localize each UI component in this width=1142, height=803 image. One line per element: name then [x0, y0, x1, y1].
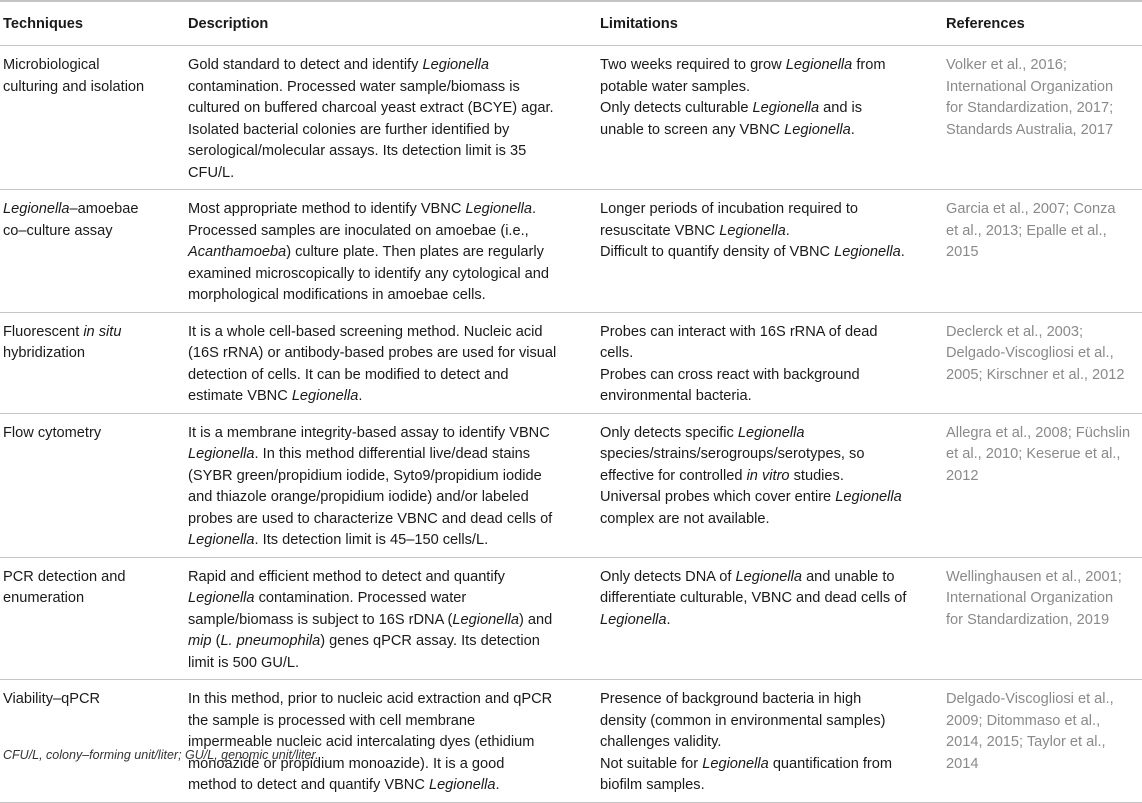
- limitations-cell: [600, 312, 946, 413]
- text-run: Only detects culturable: [600, 100, 753, 116]
- cell-line: [946, 689, 1142, 711]
- text-run: It is a membrane integrity-based assay to identify VBNC: [188, 424, 550, 441]
- cell-line: [188, 163, 600, 185]
- text-run: Wellinghausen et al., 2001;: [946, 568, 1122, 585]
- cell-line: [3, 322, 188, 344]
- text-run: contamination. Processed water: [254, 590, 467, 606]
- cell-line: [188, 775, 600, 797]
- italic-text: Legionella: [834, 244, 901, 260]
- text-run: and thiazole orange/propidium iodide) and/or labeled: [188, 489, 529, 505]
- cell-line: [946, 466, 1142, 488]
- text-run: Rapid and efficient method to detect and quantify: [188, 568, 505, 585]
- text-run: species/strains/serogroups/serotypes, so: [600, 446, 865, 462]
- text-run: 2009; Ditommaso et al.,: [946, 712, 1101, 729]
- cell-line: [188, 264, 600, 286]
- table-row: [0, 680, 1142, 803]
- cell-line: [600, 610, 946, 632]
- cell-line: [600, 689, 946, 711]
- cell-line: [600, 423, 946, 445]
- text-run: 2015: [946, 244, 979, 260]
- italic-text: Legionella: [735, 568, 803, 585]
- cell-line: [600, 466, 946, 488]
- table-row: [0, 557, 1142, 680]
- text-run: unable to screen any VBNC: [600, 121, 785, 138]
- description-cell: [188, 680, 600, 803]
- cell-line: [946, 567, 1142, 589]
- cell-line: [600, 98, 946, 120]
- cell-line: [946, 242, 1142, 264]
- cell-line: [188, 653, 600, 675]
- text-run: Probes can interact with 16S rRNA of dead: [600, 323, 878, 340]
- italic-text: Legionella: [785, 57, 853, 73]
- italic-text: Legionella: [428, 777, 496, 793]
- cell-line: [946, 77, 1142, 99]
- italic-text: Legionella: [452, 611, 519, 628]
- text-run: 2014, 2015; Taylor et al.,: [946, 734, 1106, 750]
- cell-line: [188, 242, 600, 264]
- text-run: Only detects DNA of: [600, 568, 736, 585]
- description-cell: [188, 413, 600, 557]
- cell-line: [600, 120, 946, 142]
- cell-line: [600, 444, 946, 466]
- text-run: differentiate culturable, VBNC and dead cells of: [600, 590, 907, 606]
- references-cell: [946, 557, 1142, 680]
- cell-line: [600, 199, 946, 221]
- cell-line: [946, 199, 1142, 221]
- text-run: Isolated bacterial colonies are further identified by: [188, 121, 510, 138]
- cell-line: [946, 343, 1142, 365]
- cell-line: [188, 199, 600, 221]
- table-row: [0, 413, 1142, 557]
- text-run: Not suitable for: [600, 755, 703, 772]
- text-run: Longer periods of incubation required to: [600, 201, 858, 217]
- cell-line: [600, 711, 946, 733]
- text-run: sample/biomass is subject to 16S rDNA (: [188, 611, 453, 628]
- cell-line: [188, 141, 600, 163]
- text-run: In this method, prior to nucleic acid extraction and qPCR: [188, 691, 553, 707]
- text-run: Most appropriate method to identify VBNC: [188, 201, 466, 217]
- text-run: It is a whole cell-based screening method. Nucleic acid: [188, 323, 543, 340]
- text-run: and is: [819, 100, 863, 116]
- text-run: biofilm samples.: [600, 777, 705, 793]
- text-run: monoazide or propidium monoazide). It is a good: [188, 755, 505, 772]
- cell-line: [946, 98, 1142, 120]
- text-run: .: [666, 611, 671, 628]
- cell-line: [3, 199, 188, 221]
- cell-line: [600, 487, 946, 509]
- text-run: effective for controlled: [600, 467, 747, 484]
- italic-text: Legionella: [737, 424, 805, 441]
- references-cell: [946, 312, 1142, 413]
- text-run: challenges validity.: [600, 734, 722, 750]
- cell-line: [600, 221, 946, 243]
- text-run: impermeable nucleic acid intercalating dyes (ethidium: [188, 734, 535, 750]
- cell-line: [188, 487, 600, 509]
- cell-line: [3, 567, 188, 589]
- cell-line: [188, 711, 600, 733]
- italic-text: Legionella: [719, 222, 786, 239]
- italic-text: Legionella: [600, 611, 667, 628]
- cell-line: [188, 285, 600, 307]
- cell-line: [600, 775, 946, 797]
- cell-line: [946, 322, 1142, 344]
- cell-line: [946, 610, 1142, 632]
- header-description: Description: [188, 1, 600, 46]
- cell-line: [188, 530, 600, 552]
- text-run: Processed samples are inoculated on amoebae (i.e.,: [188, 222, 529, 239]
- references-cell: [946, 190, 1142, 313]
- cell-line: [188, 322, 600, 344]
- cell-line: [3, 689, 188, 711]
- text-run: (16S rRNA) or antibody-based probes are used for visual: [188, 345, 557, 361]
- cell-line: [188, 221, 600, 243]
- italic-text: L. pneumophila: [220, 633, 321, 649]
- cell-line: [188, 55, 600, 77]
- limitations-cell: [600, 46, 946, 190]
- references-cell: [946, 413, 1142, 557]
- text-run: co–culture assay: [3, 222, 113, 239]
- text-run: ) and: [518, 611, 553, 628]
- text-run: Delgado-Viscogliosi et al.,: [946, 345, 1114, 361]
- text-run: cultured on buffered charcoal yeast extract (BCYE) agar.: [188, 100, 554, 116]
- header-row: [0, 1, 1142, 46]
- cell-line: [946, 588, 1142, 610]
- cell-line: [188, 689, 600, 711]
- text-run: Gold standard to detect and identify: [188, 57, 423, 73]
- cell-line: [3, 423, 188, 445]
- text-run: Declerck et al., 2003;: [946, 323, 1084, 340]
- references-cell: [946, 680, 1142, 803]
- limitations-cell: [600, 190, 946, 313]
- text-run: density (common in environmental samples): [600, 712, 886, 729]
- cell-line: [188, 77, 600, 99]
- italic-text: Legionella: [188, 446, 255, 462]
- text-run: Microbiological: [3, 57, 100, 73]
- text-run: Probes can cross react with background: [600, 366, 860, 383]
- text-run: for Standardization, 2019: [946, 611, 1110, 628]
- text-run: Flow cytometry: [3, 424, 102, 441]
- text-run: 2012: [946, 467, 979, 484]
- text-run: studies.: [789, 467, 844, 484]
- text-run: PCR detection and: [3, 568, 126, 585]
- cell-line: [188, 631, 600, 653]
- text-run: Fluorescent: [3, 323, 84, 340]
- technique-cell: [0, 680, 188, 803]
- text-run: morphological modifications in amoebae cells.: [188, 287, 486, 303]
- text-run: environmental bacteria.: [600, 388, 752, 404]
- text-run: potable water samples.: [600, 78, 751, 95]
- text-run: Difficult to quantify density of VBNC: [600, 244, 835, 260]
- text-run: estimate VBNC: [188, 388, 292, 404]
- cell-line: [188, 120, 600, 142]
- text-run: Allegra et al., 2008; Füchslin: [946, 424, 1131, 441]
- text-run: resuscitate VBNC: [600, 222, 720, 239]
- cell-line: [188, 466, 600, 488]
- header-references: References: [946, 1, 1142, 46]
- text-run: .: [785, 222, 790, 239]
- cell-line: [600, 77, 946, 99]
- cell-line: [600, 754, 946, 776]
- text-run: (SYBR green/propidium iodide, Syto9/propidium iodide: [188, 467, 542, 484]
- cell-line: [188, 509, 600, 531]
- cell-line: [600, 322, 946, 344]
- italic-text: in situ: [83, 323, 122, 340]
- text-run: . In this method differential live/dead stains: [254, 446, 531, 462]
- text-run: detection of cells. It can be modified to detect and: [188, 366, 509, 383]
- text-run: the sample is processed with cell membrane: [188, 712, 476, 729]
- text-run: quantification from: [768, 755, 893, 772]
- text-run: .: [495, 777, 500, 793]
- text-run: enumeration: [3, 590, 85, 606]
- cell-line: [946, 55, 1142, 77]
- cell-line: [600, 567, 946, 589]
- cell-line: [600, 509, 946, 531]
- cell-line: [600, 588, 946, 610]
- cell-line: [188, 588, 600, 610]
- text-run: 2005; Kirschner et al., 2012: [946, 366, 1125, 383]
- text-run: International Organization: [946, 590, 1114, 606]
- italic-text: Legionella: [702, 755, 769, 772]
- technique-cell: [0, 312, 188, 413]
- text-run: Universal probes which cover entire: [600, 489, 836, 505]
- cell-line: [600, 343, 946, 365]
- cell-line: [946, 221, 1142, 243]
- text-run: hybridization: [3, 345, 85, 361]
- italic-text: Legionella: [3, 201, 70, 217]
- italic-text: Legionella: [291, 388, 359, 404]
- cell-line: [946, 711, 1142, 733]
- cell-line: [3, 588, 188, 610]
- header-limitations: Limitations: [600, 1, 946, 46]
- text-run: 2014: [946, 755, 979, 772]
- cell-line: [188, 98, 600, 120]
- text-run: cells.: [600, 345, 634, 361]
- cell-line: [188, 610, 600, 632]
- limitations-cell: [600, 557, 946, 680]
- cell-line: [600, 365, 946, 387]
- cell-line: [946, 423, 1142, 445]
- technique-cell: [0, 413, 188, 557]
- description-cell: [188, 46, 600, 190]
- cell-line: [3, 221, 188, 243]
- text-run: limit is 500 GU/L.: [188, 654, 300, 671]
- cell-line: [946, 444, 1142, 466]
- technique-cell: [0, 190, 188, 313]
- italic-text: Legionella: [422, 57, 490, 73]
- references-cell: [946, 46, 1142, 190]
- text-run: (: [211, 633, 221, 649]
- cell-line: [3, 343, 188, 365]
- text-run: CFU/L.: [188, 164, 235, 181]
- text-run: examined microscopically to identify any cytological and: [188, 265, 549, 282]
- italic-text: Legionella: [752, 100, 820, 116]
- cell-line: [946, 365, 1142, 387]
- italic-text: Legionella: [784, 121, 851, 138]
- cell-line: [600, 732, 946, 754]
- technique-cell: [0, 557, 188, 680]
- text-run: ) culture plate. Then plates are regularly: [286, 244, 544, 260]
- table-row: [0, 312, 1142, 413]
- text-run: –amoebae: [69, 201, 139, 217]
- description-cell: [188, 557, 600, 680]
- cell-line: [188, 386, 600, 408]
- cell-line: [188, 444, 600, 466]
- text-run: . Its detection limit is 45–150 cells/L.: [254, 532, 489, 548]
- italic-text: Legionella: [188, 532, 255, 548]
- text-run: International Organization: [946, 78, 1114, 95]
- italic-text: Legionella: [465, 201, 532, 217]
- cell-line: [600, 55, 946, 77]
- text-run: for Standardization, 2017;: [946, 100, 1114, 116]
- table-row: [0, 190, 1142, 313]
- italic-text: Legionella: [188, 590, 255, 606]
- text-run: Viability–qPCR: [3, 691, 101, 707]
- limitations-cell: [600, 680, 946, 803]
- cell-line: [946, 732, 1142, 754]
- text-run: Presence of background bacteria in high: [600, 691, 862, 707]
- table-footnote: CFU/L, colony–forming unit/liter; GU/L, genomic unit/liter.: [3, 748, 319, 762]
- text-run: .: [358, 388, 363, 404]
- cell-line: [188, 365, 600, 387]
- text-run: et al., 2010; Keserue et al.,: [946, 446, 1121, 462]
- text-run: .: [531, 201, 537, 217]
- text-run: method to detect and quantify VBNC: [188, 777, 429, 793]
- cell-line: [946, 754, 1142, 776]
- text-run: Only detects specific: [600, 424, 738, 441]
- text-run: Volker et al., 2016;: [946, 57, 1067, 73]
- cell-line: [946, 120, 1142, 142]
- text-run: Two weeks required to grow: [600, 57, 786, 73]
- text-run: contamination. Processed water sample/biomass is: [188, 78, 520, 95]
- technique-cell: [0, 46, 188, 190]
- italic-text: Legionella: [835, 489, 902, 505]
- text-run: .: [850, 121, 855, 138]
- italic-text: in vitro: [746, 467, 790, 484]
- cell-line: [188, 423, 600, 445]
- text-run: ) genes qPCR assay. Its detection: [320, 633, 540, 649]
- italic-text: Acanthamoeba: [188, 244, 287, 260]
- italic-text: mip: [188, 633, 212, 649]
- text-run: Delgado-Viscogliosi et al.,: [946, 691, 1114, 707]
- table-header: [0, 1, 1142, 46]
- description-cell: [188, 190, 600, 313]
- text-run: complex are not available.: [600, 510, 770, 527]
- cell-line: [188, 343, 600, 365]
- text-run: Standards Australia, 2017: [946, 121, 1114, 138]
- cell-line: [600, 386, 946, 408]
- cell-line: [3, 77, 188, 99]
- text-run: probes are used to characterize VBNC and dead cells of: [188, 510, 553, 527]
- description-cell: [188, 312, 600, 413]
- text-run: .: [900, 244, 905, 260]
- cell-line: [3, 55, 188, 77]
- text-run: serological/molecular assays. Its detection limit is 35: [188, 143, 527, 159]
- text-run: and unable to: [802, 568, 895, 585]
- text-run: et al., 2013; Epalle et al.,: [946, 222, 1107, 239]
- text-run: Garcia et al., 2007; Conza: [946, 201, 1116, 217]
- cell-line: [600, 242, 946, 264]
- limitations-cell: [600, 413, 946, 557]
- table-row: [0, 46, 1142, 190]
- cell-line: [188, 567, 600, 589]
- text-run: culturing and isolation: [3, 78, 145, 95]
- table-body: [0, 46, 1142, 803]
- header-techniques: Techniques: [0, 1, 188, 46]
- text-run: from: [852, 57, 886, 73]
